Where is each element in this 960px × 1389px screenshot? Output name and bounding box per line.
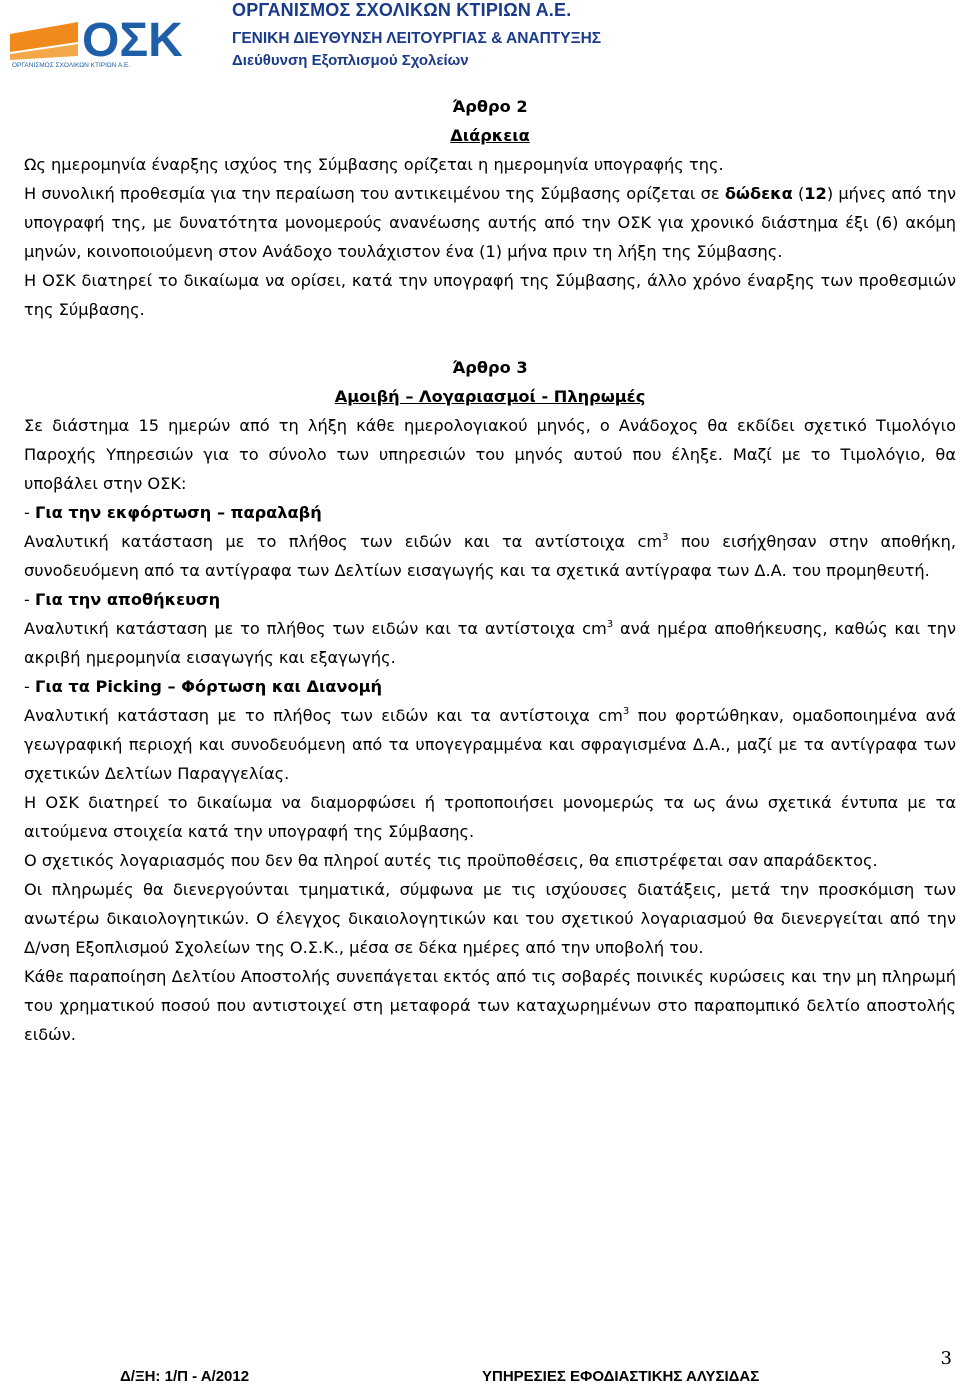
- article-3-paragraph: Αναλυτική κατάσταση με το πλήθος των ειδών και τα αντίστοιχα $cm^3$ που φορτώθηκαν, ομαδοποιημένα ανά γεωγραφική περιοχή και συνοδευόμενη από τα υπογεγραμμένα και σφραγισμένα Δ.Α., μαζί με τα αντίγραφα των σχετικών Δελτίων Παραγγελίας.: [24, 706, 957, 783]
- article-3-title: Αμοιβή – Λογαριασμοί - Πληρωμές: [334, 387, 646, 406]
- directorate: ΓΕΝΙΚΗ ΔΙΕΥΘΥΝΣΗ ΛΕΙΤΟΥΡΓΙΑΣ & ΑΝΑΠΤΥΞΗΣ: [232, 30, 602, 47]
- article-2-number: Άρθρο 2: [452, 97, 528, 116]
- document-body: [24, 92, 956, 1049]
- osk-logo: [8, 8, 220, 68]
- document-reference: Δ/ΞΗ: 1/Π - Α/2012: [120, 1368, 250, 1385]
- article-3-paragraph: Η ΟΣΚ διατηρεί το δικαίωμα να διαμορφώσει ή τροποποιήσει μονομερώς τα ως άνω σχετικά έντυπα με τα αιτούμενα στοιχεία κατά την υπογραφή της Σύμβασης.: [24, 793, 956, 841]
- page-header: [0, 0, 960, 75]
- article-3-paragraph: Αναλυτική κατάσταση με το πλήθος των ειδών και τα αντίστοιχα $cm^3$ που εισήχθησαν στην αποθήκη, συνοδευόμενη από τα αντίγραφα των Δελτίων εισαγωγής και τα σχετικά αντίγραφα των Δ.Α. του προμηθευτή.: [24, 532, 956, 580]
- article-3-number: Άρθρο 3: [452, 358, 528, 377]
- article-3-paragraph: Αναλυτική κατάσταση με το πλήθος των ειδών και τα αντίστοιχα $cm^3$ ανά ημέρα αποθήκευσης, καθώς και την ακριβή ημερομηνία εισαγωγής και εξαγωγής.: [24, 619, 957, 667]
- subheading-unloading: - Για την εκφόρτωση – παραλαβή: [24, 503, 322, 522]
- article-2-paragraph: Ως ημερομηνία έναρξης ισχύος της Σύμβασης ορίζεται η ημερομηνία υπογραφής της.: [24, 155, 724, 174]
- service-name: ΥΠΗΡΕΣΙΕΣ ΕΦΟΔΙΑΣΤΙΚΗΣ ΑΛΥΣΙΔΑΣ: [482, 1368, 760, 1385]
- article-3-paragraph: Οι πληρωμές θα διενεργούνται τμηματικά, σύμφωνα με τις ισχύουσες διατάξεις, μετά την προσκόμιση των ανωτέρω δικαιολογητικών. Ο έλεγχος δικαιολογητικών και του σχετικού λογαριασμού θα διενεργείται από την Δ/νση Εξοπλισμού Σχολείων της Ο.Σ.Κ., μέσα σε δέκα ημέρες από την υποβολή του.: [24, 880, 956, 957]
- article-3-paragraph: Σε διάστημα 15 ημερών από τη λήξη κάθε ημερολογιακού μηνός, ο Ανάδοχος θα εκδίδει σχετικό Τιμολόγιο Παροχής Υπηρεσιών για το σύνολο των υπηρεσιών του μηνός αυτού που έληξε. Μαζί με το Τιμολόγιο, θα υποβάλει στην ΟΣΚ:: [24, 416, 956, 493]
- article-2-paragraph: Η συνολική προθεσμία για την περαίωση του αντικειμένου της Σύμβασης ορίζεται σε δώδεκα (12) μήνες από την υπογραφή της, με δυνατότητα μονομερούς ανανέωσης αυτής από την ΟΣΚ για χρονικό διάστημα έξι (6) ακόμη μηνών, κοινοποιούμενη στον Ανάδοχο τουλάχιστον ένα (1) μήνα πριν τη λήξη της Σύμβασης.: [24, 184, 956, 261]
- article-3-paragraph: Κάθε παραποίηση Δελτίου Αποστολής συνεπάγεται εκτός από τις σοβαρές ποινικές κυρώσεις και την μη πληρωμή του χρηματικού ποσού που αντιστοιχεί στη μεταφορά των καταχωρημένων στο παραπομπικό δελτίο αποστολής ειδών.: [24, 967, 956, 1044]
- svg-text:ΟΣΚ: ΟΣΚ: [82, 14, 183, 67]
- subheading-picking: - Για τα Picking – Φόρτωση και Διανομή: [24, 677, 383, 696]
- page-number: 3: [940, 1348, 952, 1369]
- department: Διεύθυνση Εξοπλισμού Σχολείων: [232, 52, 469, 69]
- article-2-paragraph: Η ΟΣΚ διατηρεί το δικαίωμα να ορίσει, κατά την υπογραφή της Σύμβασης, άλλο χρόνο έναρξης των προθεσμιών της Σύμβασης.: [24, 271, 956, 319]
- article-3-paragraph: Ο σχετικός λογαριασμός που δεν θα πληροί αυτές τις προϋποθέσεις, θα επιστρέφεται σαν απαράδεκτος.: [24, 851, 878, 870]
- svg-text:ΟΡΓΑΝΙΣΜΟΣ ΣΧΟΛΙΚΩΝ ΚΤΙΡΙΩΝ Α.: ΟΡΓΑΝΙΣΜΟΣ ΣΧΟΛΙΚΩΝ ΚΤΙΡΙΩΝ Α.Ε.: [12, 62, 131, 68]
- article-2-title: Διάρκεια: [450, 126, 530, 145]
- page-footer: [0, 1340, 960, 1389]
- org-name: ΟΡΓΑΝΙΣΜΟΣ ΣΧΟΛΙΚΩΝ ΚΤΙΡΙΩΝ Α.Ε.: [232, 0, 572, 20]
- subheading-storage: - Για την αποθήκευση: [24, 590, 221, 609]
